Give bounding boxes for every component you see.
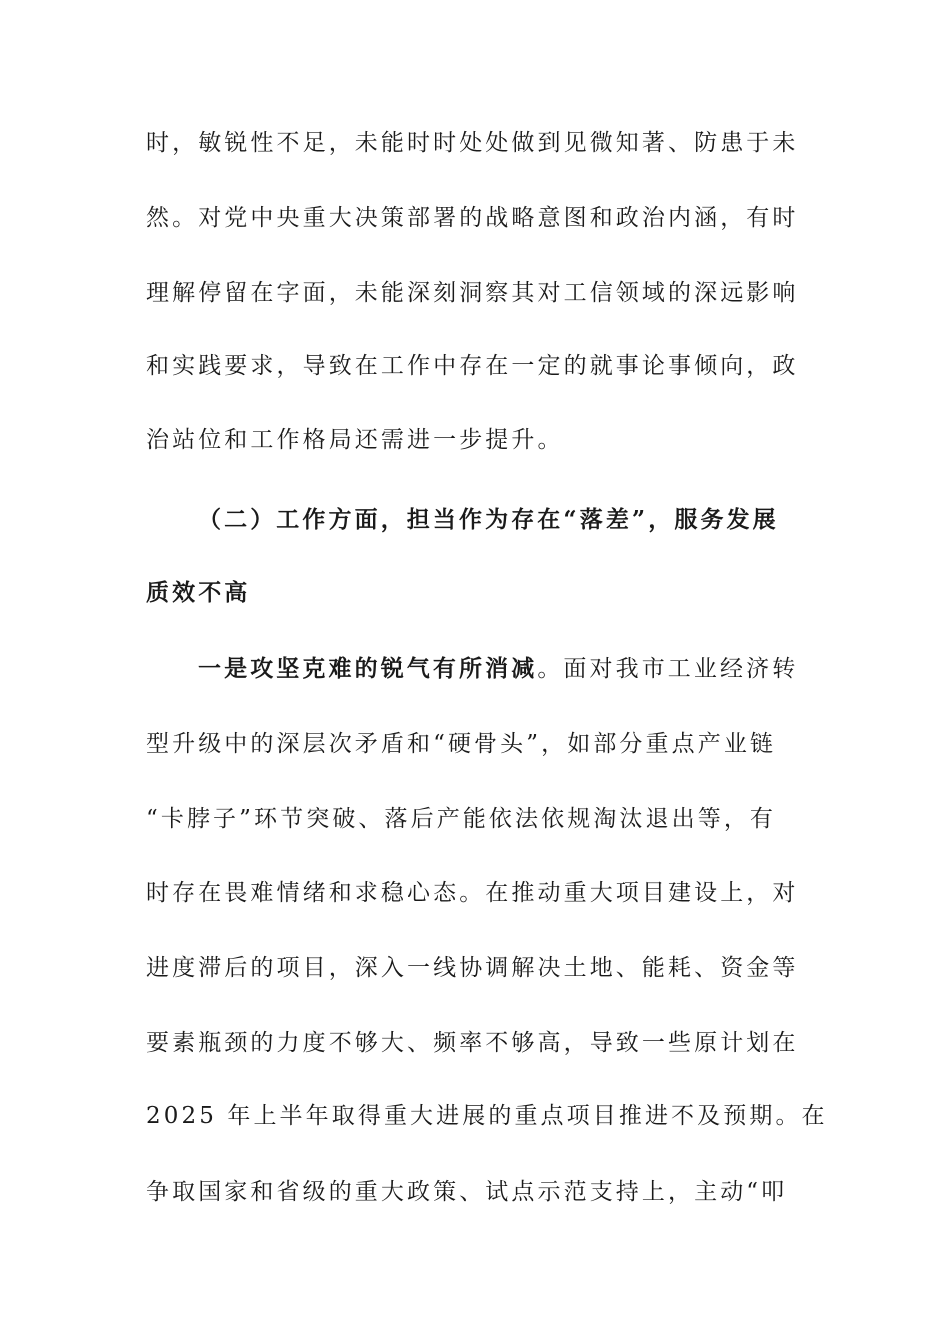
paragraph-line: 2025 年上半年取得重大进展的重点项目推进不及预期。在 xyxy=(146,1103,828,1129)
paragraph-line: 然。对党中央重大决策部署的战略意图和政治内涵，有时 xyxy=(146,205,799,231)
point-one-first-line xyxy=(198,654,798,684)
paragraph-line: 和实践要求，导致在工作中存在一定的就事论事倾向，政 xyxy=(146,353,799,379)
point-one-lead: 一是攻坚克难的锐气有所消减 xyxy=(198,655,538,682)
paragraph-line: 时存在畏难情绪和求稳心态。在推动重大项目建设上，对 xyxy=(146,880,799,906)
point-one-lead-rest: 。面对我市工业经济转 xyxy=(537,656,799,682)
paragraph-line: 治站位和工作格局还需进一步提升。 xyxy=(146,427,564,453)
paragraph-line: 理解停留在字面，未能深刻洞察其对工信领域的深远影响 xyxy=(146,280,799,306)
paragraph-line: “卡脖子”环节突破、落后产能依法依规淘汰退出等，有 xyxy=(146,806,777,832)
paragraph-line: 要素瓶颈的力度不够大、频率不够高，导致一些原计划在 xyxy=(146,1030,799,1056)
paragraph-line: 争取国家和省级的重大政策、试点示范支持上，主动“叩 xyxy=(146,1179,788,1205)
section-heading-continued: 质效不高 xyxy=(146,579,251,606)
paragraph-line: 时，敏锐性不足，未能时时处处做到见微知著、防患于未 xyxy=(146,130,799,156)
paragraph-line: 型升级中的深层次矛盾和“硬骨头”，如部分重点产业链 xyxy=(146,731,777,757)
section-heading: （二）工作方面，担当作为存在“落差”，服务发展 xyxy=(198,506,779,533)
paragraph-line: 进度滞后的项目，深入一线协调解决土地、能耗、资金等 xyxy=(146,955,799,981)
